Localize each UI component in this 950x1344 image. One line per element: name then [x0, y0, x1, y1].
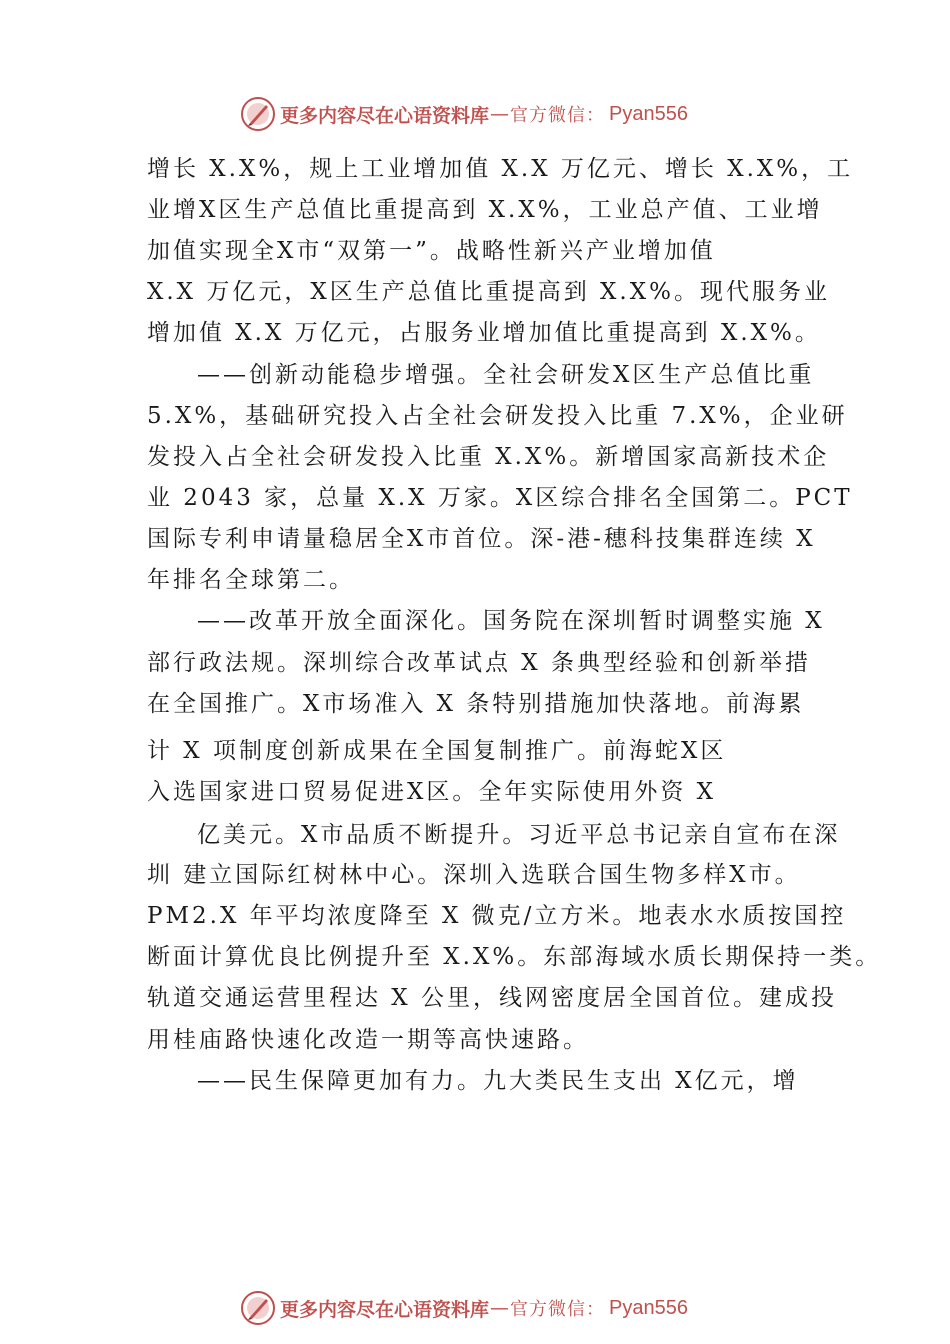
footer-dash: — — [490, 1297, 510, 1319]
text-line: 计 X 项制度创新成果在全国复制推广。前海蛇X区 — [147, 738, 727, 764]
header-slogan: 更多内容尽在心语资料库 — [280, 104, 490, 127]
text-line: 圳 建立国际红树林中心。深圳入选联合国生物多样X市。 — [147, 862, 801, 888]
footer-banner — [240, 1290, 688, 1326]
footer-wechat-id: Pyan556 — [609, 1296, 688, 1319]
text-line: 5.X%，基础研究投入占全社会研发投入比重 7.X%，企业研 — [147, 403, 848, 429]
text-line: 在全国推广。X市场准入 X 条特别措施加快落地。前海累 — [147, 691, 805, 717]
text-line: ——创新动能稳步增强。全社会研发X区生产总值比重 — [197, 362, 815, 388]
text-line: 增长 X.X%，规上工业增加值 X.X 万亿元、增长 X.X%，工 — [147, 156, 854, 182]
text-line: ——改革开放全面深化。国务院在深圳暂时调整实施 X — [197, 608, 825, 634]
text-line: 用桂庙路快速化改造一期等高快速路。 — [147, 1027, 589, 1053]
text-line: 年排名全球第二。 — [147, 567, 355, 593]
text-line: 亿美元。X市品质不断提升。习近平总书记亲自宣布在深 — [197, 822, 841, 848]
header-wechat-id: Pyan556 — [609, 102, 688, 125]
footer-wechat-label: 官方微信： — [510, 1299, 606, 1320]
header-banner — [240, 96, 688, 132]
header-wechat-label: 官方微信： — [510, 105, 606, 126]
text-line: 入选国家进口贸易促进X区。全年实际使用外资 X — [147, 779, 717, 805]
text-line: 业 2043 家，总量 X.X 万家。X区综合排名全国第二。PCT — [147, 485, 853, 511]
header-dash: — — [490, 103, 510, 125]
pen-logo-icon — [240, 1290, 276, 1326]
pen-logo-icon — [240, 96, 276, 132]
text-line: ——民生保障更加有力。九大类民生支出 X亿元，增 — [197, 1068, 799, 1094]
text-line: 轨道交通运营里程达 X 公里，线网密度居全国首位。建成投 — [147, 985, 837, 1011]
text-line: 加值实现全X市“双第一”。战略性新兴产业增加值 — [147, 238, 716, 264]
text-line: 断面计算优良比例提升至 X.X%。东部海域水质长期保持一类。 — [147, 944, 882, 970]
text-line: 发投入占全社会研发投入比重 X.X%。新增国家高新技术企 — [147, 444, 830, 470]
text-line: 国际专利申请量稳居全X市首位。深-港-穗科技集群连续 X — [147, 526, 816, 552]
text-line: X.X 万亿元，X区生产总值比重提高到 X.X%。现代服务业 — [147, 279, 830, 305]
text-line: 业增X区生产总值比重提高到 X.X%，工业总产值、工业增 — [147, 197, 823, 223]
footer-slogan: 更多内容尽在心语资料库 — [280, 1298, 490, 1321]
text-line: PM2.X 年平均浓度降至 X 微克/立方米。地表水水质按国控 — [147, 903, 847, 929]
text-line: 增加值 X.X 万亿元，占服务业增加值比重提高到 X.X%。 — [147, 320, 821, 346]
text-line: 部行政法规。深圳综合改革试点 X 条典型经验和创新举措 — [147, 650, 811, 676]
